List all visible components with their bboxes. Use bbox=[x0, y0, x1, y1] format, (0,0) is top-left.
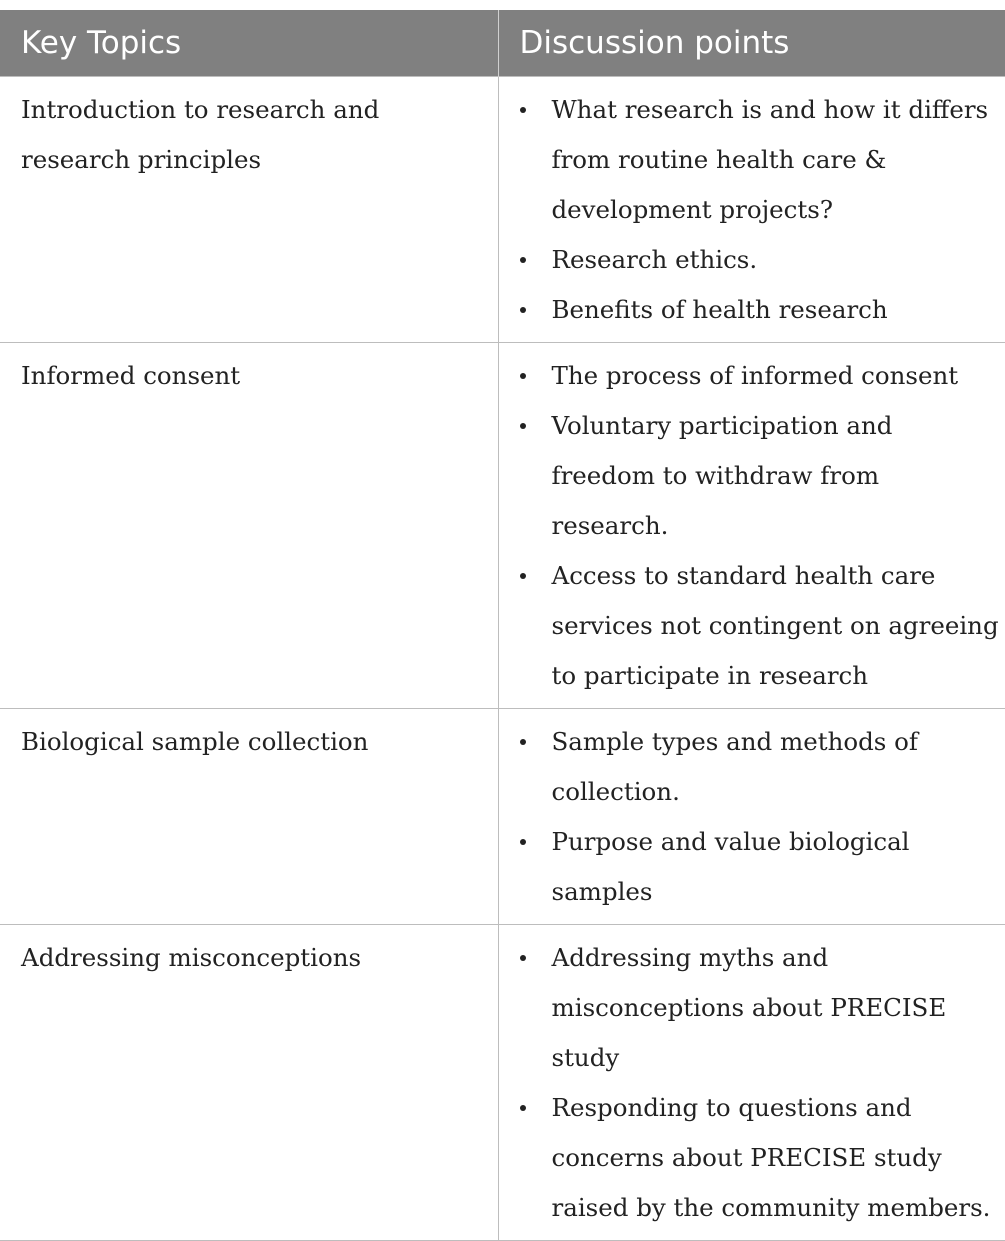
key-topics-table bbox=[0, 10, 1005, 1241]
topic-cell: Biological sample collection bbox=[0, 708, 498, 924]
list-item: Research ethics. bbox=[499, 235, 1005, 285]
list-item: Sample types and methods of collection. bbox=[499, 717, 1005, 817]
list-item: Purpose and value biological samples bbox=[499, 817, 1005, 917]
table-row bbox=[0, 708, 1005, 924]
list-item: Responding to questions and concerns about PRECISE study raised by the community members. bbox=[499, 1083, 1005, 1233]
bullet-list bbox=[499, 717, 1005, 917]
topic-cell: Addressing misconceptions bbox=[0, 924, 498, 1240]
list-item: Access to standard health care services not contingent on agreeing to participate in research bbox=[499, 551, 1005, 701]
table-header-row bbox=[0, 10, 1005, 76]
list-item: What research is and how it differs from routine health care & development projects? bbox=[499, 85, 1005, 235]
header-discussion-points: Discussion points bbox=[498, 10, 1005, 76]
topic-cell: Introduction to research and research principles bbox=[0, 76, 498, 342]
points-cell bbox=[498, 924, 1005, 1240]
list-item: Voluntary participation and freedom to withdraw from research. bbox=[499, 401, 1005, 551]
table-row bbox=[0, 342, 1005, 708]
list-item: The process of informed consent bbox=[499, 351, 1005, 401]
points-cell bbox=[498, 76, 1005, 342]
points-cell bbox=[498, 342, 1005, 708]
bullet-list bbox=[499, 933, 1005, 1233]
topic-cell: Informed consent bbox=[0, 342, 498, 708]
points-cell bbox=[498, 708, 1005, 924]
list-item: Benefits of health research bbox=[499, 285, 1005, 335]
table-row bbox=[0, 924, 1005, 1240]
table-row bbox=[0, 76, 1005, 342]
header-key-topics: Key Topics bbox=[0, 10, 498, 76]
bullet-list bbox=[499, 351, 1005, 701]
list-item: Addressing myths and misconceptions about PRECISE study bbox=[499, 933, 1005, 1083]
bullet-list bbox=[499, 85, 1005, 335]
